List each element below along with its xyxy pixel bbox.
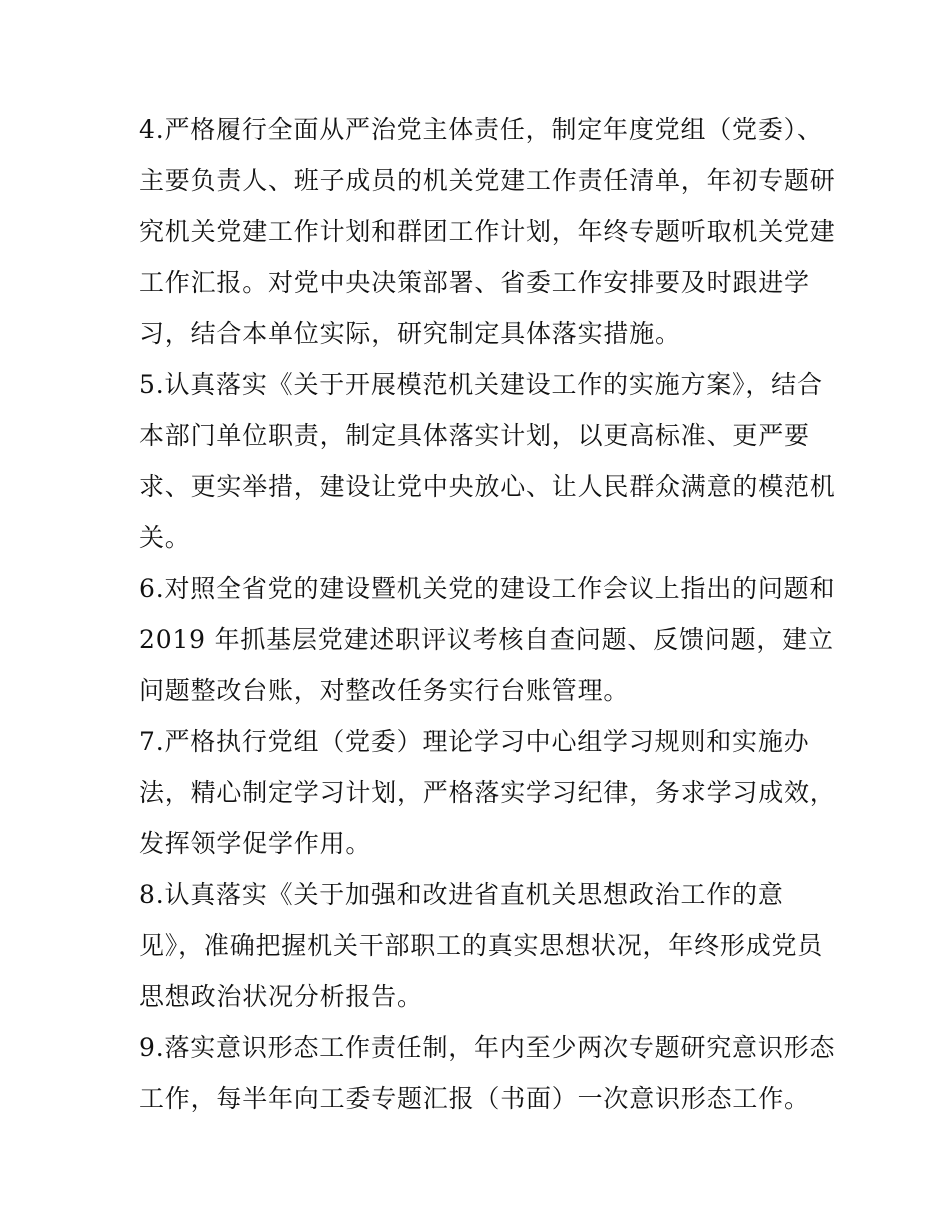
text-line: 法，精心制定学习计划，严格落实学习纪律，务求学习成效， [139, 778, 836, 807]
text-line: 见》，准确把握机关干部职工的真实思想状况，年终形成党员 [139, 931, 824, 960]
text-line: 5.认真落实《关于开展模范机关建设工作的实施方案》，结合 [139, 370, 823, 399]
text-line: 7.严格执行党组（党委）理论学习中心组学习规则和实施办 [139, 727, 810, 756]
text-line: 6.对照全省党的建设暨机关党的建设工作会议上指出的问题和 [139, 574, 836, 603]
text-line: 问题整改台账，对整改任务实行台账管理。 [139, 676, 630, 705]
text-line: 究机关党建工作计划和群团工作计划，年终专题听取机关党建 [139, 217, 836, 246]
text-line: 2019 年抓基层党建述职评议考核自查问题、反馈问题，建立 [139, 625, 834, 654]
text-line: 主要负责人、班子成员的机关党建工作责任清单，年初专题研 [139, 166, 836, 195]
text-line: 9.落实意识形态工作责任制，年内至少两次专题研究意识形态 [139, 1033, 836, 1062]
text-line: 工作汇报。对党中央决策部署、省委工作安排要及时跟进学 [139, 268, 810, 297]
text-line: 思想政治状况分析报告。 [139, 982, 423, 1011]
paragraph-item-9 [139, 1022, 836, 1124]
text-line: 8.认真落实《关于加强和改进省直机关思想政治工作的意 [139, 880, 784, 909]
text-line: 习，结合本单位实际，研究制定具体落实措施。 [139, 319, 681, 348]
document-body [139, 104, 836, 1124]
paragraph-item-4 [139, 104, 836, 359]
text-line: 工作，每半年向工委专题汇报（书面）一次意识形态工作。 [139, 1084, 810, 1113]
paragraph-item-8 [139, 869, 829, 1022]
text-line: 关。 [139, 523, 191, 552]
paragraph-item-6 [139, 563, 836, 716]
paragraph-item-7 [139, 716, 836, 869]
text-line: 本部门单位职责，制定具体落实计划，以更高标准、更严要 [139, 421, 810, 450]
paragraph-item-5 [139, 359, 836, 563]
text-line: 发挥领学促学作用。 [139, 829, 372, 858]
text-line: 求、更实举措，建设让党中央放心、让人民群众满意的模范机 [139, 472, 836, 501]
text-line: 4.严格履行全面从严治党主体责任，制定年度党组（党委）、 [139, 115, 823, 144]
